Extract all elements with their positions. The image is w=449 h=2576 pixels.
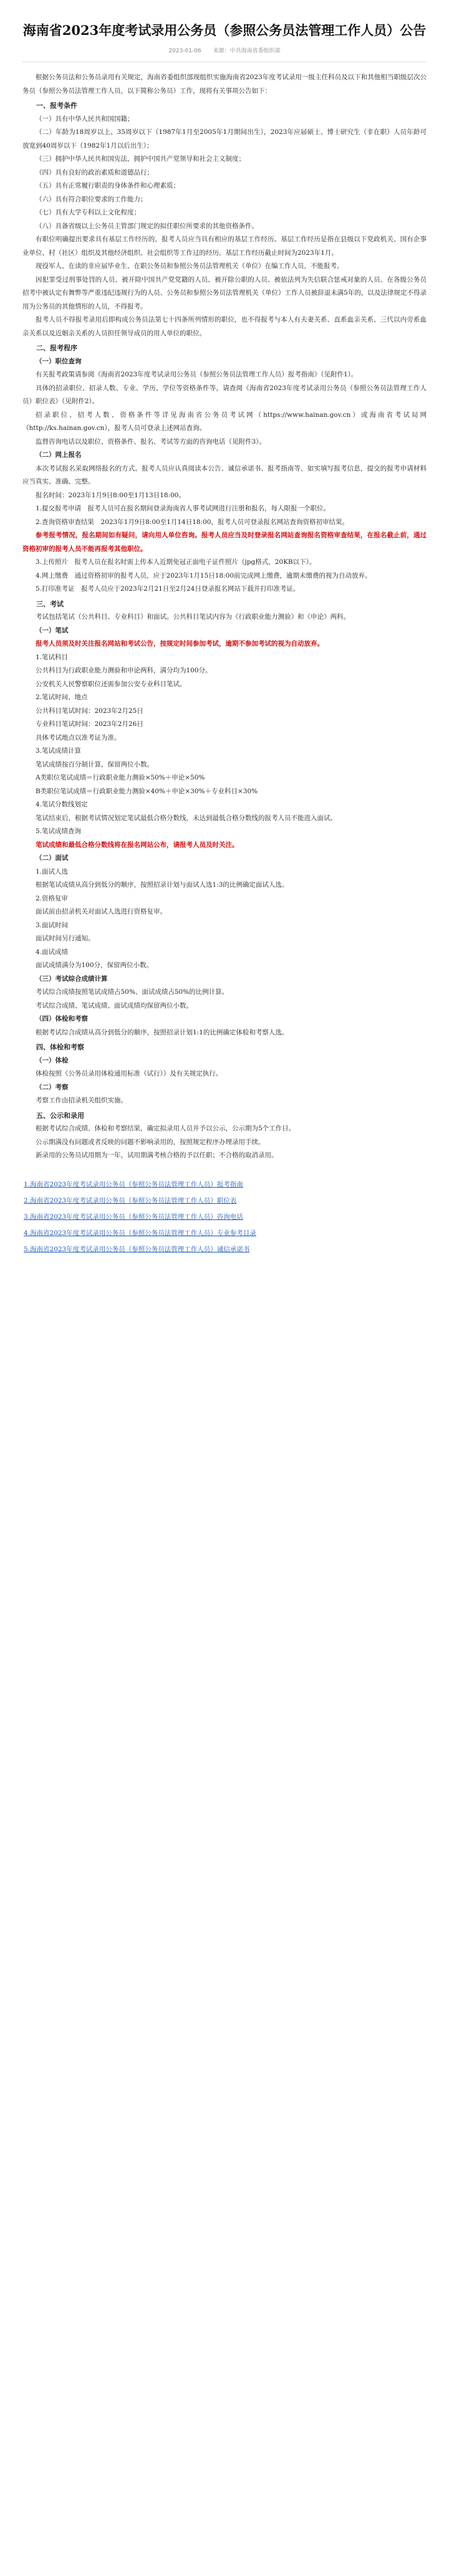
paragraph: （二）年龄为18周岁以上、35周岁以下（1987年1月至2005年1月期间出生），2023年应届硕士、博士研究生（非在职）人员年龄可放宽到40周岁以下（1982年1月以后出生）； — [22, 128, 427, 150]
paragraph: （三）拥护中华人民共和国宪法，拥护中国共产党领导和社会主义制度； — [36, 155, 245, 163]
paragraph: 1.笔试科目 — [36, 653, 69, 661]
attachment-link[interactable]: 1.海南省2023年度考试录用公务员（参照公务员法管理工作人员）报考指南 — [24, 1180, 243, 1188]
paragraph: 本次考试报名采取网络报名的方式。报考人员应认真阅读本公告、诚信承诺书、报考指南等，如实填写报考信息，提交的报考申请材料应当真实、准确、完整。 — [22, 464, 427, 485]
section-heading: （二）面试 — [36, 854, 69, 862]
publish-date: 2023-01-06 — [168, 48, 201, 54]
paragraph: 具体的招录职位、招录人数、专业、学历、学位等资格条件等，请查阅《海南省2023年度考试录用公务员（参照公务员法管理工作人员）职位表》（见附件2）。 — [22, 384, 427, 405]
paragraph: 根据考试综合成绩从高分到低分的顺序，按照招录计划1:1的比例确定体检和考察人选。 — [36, 1028, 289, 1036]
paragraph: 3.面试时间 — [36, 921, 69, 929]
paragraph: 公安机关人民警察职位还需参加公安专业科目笔试。 — [36, 680, 186, 688]
paragraph: 考试综合成绩按照笔试成绩占50%、面试成绩占50%的比例计算。 — [36, 988, 229, 996]
paragraph: 报考人员须及时关注报名网站和考试公告，按规定时间参加考试，逾期不参加考试的视为自动放弃。 — [36, 640, 324, 647]
article-source: 来源：中共海南省委组织部 — [213, 48, 281, 54]
paragraph: 现役军人、在读的非应届毕业生、在职公务员和参照公务员法管理机关（单位）在编工作人员，不能报考。 — [36, 262, 344, 270]
paragraph: 1.面试人选 — [36, 867, 69, 875]
paragraph: 考察工作由招录机关组织实施。 — [36, 1097, 127, 1104]
paragraph: 新录用的公务员试用期为一年，试用期满考核合格的予以任职；不合格的取消录用。 — [36, 1152, 278, 1159]
paragraph: 面试前由招录机关对面试人选进行资格复审。 — [36, 908, 167, 915]
section-heading: （三）考试综合成绩计算 — [36, 975, 108, 983]
paragraph: 考试综合成绩、笔试成绩、面试成绩均保留两位小数。 — [36, 1001, 193, 1009]
paragraph: 2.笔试时间、地点 — [36, 694, 88, 701]
section-heading: 二、报考程序 — [36, 344, 77, 352]
paragraph: 面试时间另行通知。 — [36, 935, 95, 942]
section-heading: 五、公示和录用 — [36, 1111, 84, 1120]
paragraph: 笔试结束后，根据考试情况划定笔试最低合格分数线，未达到最低合格分数线的报考人员不能进入面试。 — [36, 814, 337, 822]
section-heading: （二）网上报名 — [36, 451, 82, 459]
paragraph: 4.网上缴费 通过资格初审的报考人员，应于2023年1月15日18:00前完成网上缴费，逾期未缴费的视为自动放弃。 — [36, 571, 372, 580]
paragraph: 招录职位、招考人数、资格条件等详见海南省公务员考试网（https://www.hainan.gov.cn）或海南省考试局网（http://ks.hainan.gov.cn），报考人员可登录上述网站查询。 — [22, 411, 427, 432]
paragraph: 笔试成绩按百分制计算，保留两位小数。 — [36, 760, 153, 768]
paragraph: 面试成绩满分为100分，保留两位小数。 — [36, 961, 153, 969]
paragraph: 3.笔试成绩计算 — [36, 747, 82, 755]
attachment-link[interactable]: 4.海南省2023年度考试录用公务员（参照公务员法管理工作人员）专业参考目录 — [24, 1229, 256, 1237]
article-body — [22, 71, 427, 1163]
paragraph: 报名时间：2023年1月9日8:00至1月13日18:00。 — [36, 491, 185, 499]
paragraph: 1.提交报考申请 报考人员可在报名期间登录海南省人事考试网进行注册和报名，每人限报一个职位。 — [36, 505, 331, 512]
paragraph: 5.笔试成绩查询 — [36, 828, 82, 835]
paragraph: 体检按照《公务员录用体检通用标准（试行）》及有关规定执行。 — [36, 1070, 223, 1077]
paragraph: 公共科目为行政职业能力测验和申论两科，满分均为100分。 — [36, 667, 212, 674]
paragraph: 5.打印准考证 报考人员应于2023年2月21日至2月24日登录报名网站下载并打印准考证。 — [36, 585, 300, 593]
paragraph: （五）具有正常履行职责的身体条件和心理素质； — [36, 182, 180, 189]
section-heading: （一）职位查询 — [36, 357, 82, 365]
article-meta — [22, 46, 427, 54]
paragraph: （八）具备省级以上公务员主管部门规定的拟任职位所要求的其他资格条件。 — [36, 222, 258, 230]
paragraph: （六）具有符合职位要求的工作能力； — [36, 195, 147, 203]
paragraph: 2.资格复审 — [36, 894, 69, 902]
section-heading: （一）体检 — [36, 1056, 69, 1064]
paragraph: 3.上传照片 报考人员在报名时需上传本人近期免冠正面电子证件照片（jpg格式，20KB以下）。 — [36, 558, 316, 566]
paragraph: 有职位明确提出要求具有基层工作经历的，报考人员应当具有相应的基层工作经历。基层工作经历是指在县级以下党政机关、国有企事业单位、村（社区）组织及其他经济组织、社会组织等工作过的经历。基层工作经历截止时间为2023年1月。 — [22, 236, 427, 257]
paragraph: 公示期满没有问题或者反映的问题不影响录用的，按照规定程序办理录用手续。 — [36, 1138, 265, 1146]
paragraph: 参考报考情况，报名期间如有疑问，请向用人单位咨询。报考人员应当及时登录报名网站查询报名资格审查结果，在报名截止前，通过资格初审的报考人员不能再报考其他职位。 — [22, 532, 427, 553]
attachment-link[interactable]: 3.海南省2023年度考试录用公务员（参照公务员法管理工作人员）咨询电话 — [24, 1213, 243, 1221]
paragraph: 4.面试成绩 — [36, 948, 69, 956]
paragraph: 根据笔试成绩从高分到低分的顺序，按照招录计划与面试人选1:3的比例确定面试人选。 — [36, 881, 289, 889]
section-heading: 三、考试 — [36, 599, 64, 608]
section-heading: （一）笔试 — [36, 626, 69, 634]
attachment-list — [22, 1176, 427, 1257]
paragraph: 公共科目笔试时间：2023年2月25日 — [36, 707, 143, 715]
section-heading: （二）考察 — [36, 1083, 69, 1091]
paragraph: 专业科目笔试时间：2023年2月26日 — [36, 720, 143, 728]
section-heading: 一、报考条件 — [36, 102, 77, 110]
paragraph: 有关报考政策请参阅《海南省2023年度考试录用公务员（参照公务员法管理工作人员）报考指南》（见附件1）。 — [36, 371, 358, 378]
paragraph: A类职位笔试成绩＝行政职业能力测验×50%＋申论×50% — [36, 774, 205, 781]
paragraph: 考试包括笔试（公共科目、专业科目）和面试。公共科目笔试内容为《行政职业能力测验》和《申论》两科。 — [36, 613, 350, 621]
paragraph: 根据公务员法和公务员录用有关规定，海南省委组织部现组织实施海南省2023年度考试录用一级主任科员及以下和其他相当职级层次公务员（参照公务员法管理工作人员，以下简称公务员）工作，现将有关事项公告如下： — [22, 74, 427, 95]
paragraph: （七）具有大学专科以上文化程度； — [36, 209, 140, 216]
paragraph: 笔试成绩和最低合格分数线将在报名网站公布，请报考人员及时关注。 — [36, 841, 239, 849]
paragraph: 4.笔试分数线划定 — [36, 801, 88, 808]
section-heading: 四、体检和考察 — [36, 1043, 84, 1051]
attachment-link[interactable]: 2.海南省2023年度考试录用公务员（参照公务员法管理工作人员）职位表 — [24, 1196, 237, 1205]
paragraph: 因犯罪受过刑事处罚的人员、被开除中国共产党党籍的人员、被开除公职的人员、被依法列为失信联合惩戒对象的人员、在各级公务员招考中被认定有舞弊等严重违纪违规行为的人员、公务员和参照公务员法管理机关（单位）工作人员被辞退未满5年的，以及法律规定不得录用为公务员的其他情形的人员，不得报考。 — [22, 275, 427, 310]
paragraph: （四）具有良好的政治素质和道德品行； — [36, 168, 153, 176]
paragraph: B类职位笔试成绩＝行政职业能力测验×40%＋申论×30%＋专业科目×30% — [36, 787, 258, 795]
paragraph: 具体考试地点以准考证为准。 — [36, 733, 121, 742]
paragraph: 报考人员不得报考录用后即构成公务员法第七十四条所列情形的职位，也不得报考与本人有夫妻关系、直系血亲关系、三代以内旁系血亲关系以及近姻亲关系的人员担任领导成员的用人单位的职位。 — [22, 316, 427, 337]
paragraph: 2.查询资格审查结果 2023年1月9日8:00至1月14日18:00，报考人员可登录报名网站查询资格初审结果。 — [36, 518, 349, 526]
article-title: 海南省2023年度考试录用公务员（参照公务员法管理工作人员）公告 — [22, 22, 427, 38]
paragraph: 监督咨询电话以及职位、资格条件、报名、考试等方面的咨询电话（见附件3）。 — [36, 437, 266, 446]
attachment-link[interactable]: 5.海南省2023年度考试录用公务员（参照公务员法管理工作人员）诚信承诺书 — [24, 1245, 250, 1253]
paragraph: （一）具有中华人民共和国国籍； — [36, 115, 134, 123]
section-heading: （四）体检和考察 — [36, 1015, 88, 1023]
paragraph: 根据考试综合成绩、体检和考察结果，确定拟录用人员并予以公示，公示期为5个工作日。 — [36, 1125, 296, 1132]
